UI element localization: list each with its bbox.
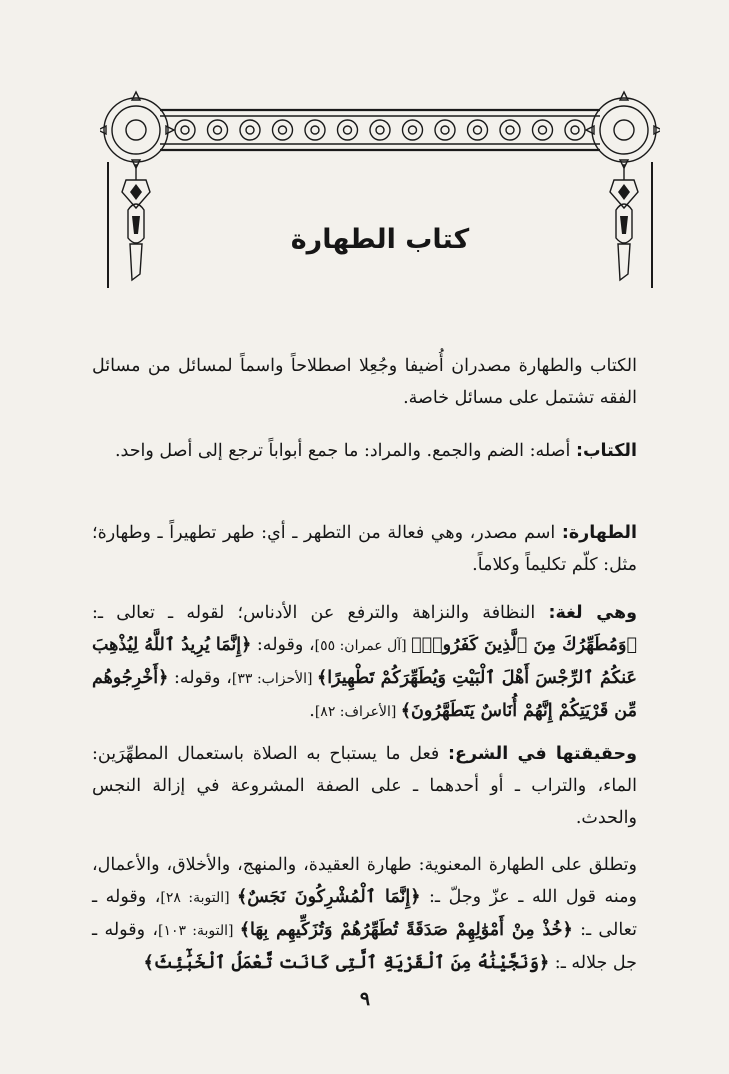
- lugha-text-c: ، وقوله:: [168, 668, 232, 688]
- lugha-text-b: ، وقوله:: [251, 635, 315, 655]
- manawi-text-a: وتطلق على الطهارة المعنوية: طهارة العقيدة، والمنهج، والأخلاق، والأعمال، ومنه قول الله ـ عزّ وجلّ ـ:: [92, 855, 637, 907]
- shar-definition: فعل ما يستباح به الصلاة باستعمال المطهِّرَين: الماء، والتراب ـ أو أحدهما ـ على الصفة المشروعة في إزالة النجس والحدث.: [92, 744, 637, 828]
- verse-reference: [الأحزاب: ٣٣]: [231, 671, 318, 687]
- lugha-text-d: .: [309, 701, 315, 721]
- verse-reference: [التوبة: ٢٨]: [160, 890, 237, 906]
- term-kitab: الكتاب:: [575, 441, 637, 461]
- lugha-text-a: النظافة والنزاهة والترفع عن الأدناس؛ لقوله ـ تعالى ـ:: [92, 603, 549, 623]
- verse-reference: [آل عمران: ٥٥]: [314, 638, 412, 654]
- chapter-title: كتاب الطهارة: [290, 224, 470, 255]
- manawi-text-b: ، وقوله ـ تعالى ـ:: [92, 887, 637, 940]
- quran-verse: ﴿إِنَّمَا يُرِيدُ ٱللَّهُ لِيُذْهِبَ عَنكُمُ ٱلرِّجْسَ أَهْلَ ٱلْبَيْتِ وَيُطَهِّرَكُمْ تَطْهِيرًا﴾: [92, 635, 637, 688]
- paragraph-kitab: [92, 435, 637, 467]
- verse-reference: [التوبة: ١٠٣]: [158, 923, 240, 939]
- paragraph-tahara: [92, 517, 637, 581]
- kitab-definition: أصله: الضم والجمع. والمراد: ما جمع أبواباً ترجع إلى أصل واحد.: [114, 441, 576, 461]
- term-shar: وحقيقتها في الشرع:: [448, 744, 638, 764]
- paragraph-shar: [92, 738, 637, 834]
- paragraph-intro: [92, 350, 637, 414]
- quran-verse: ﴿أَخْرِجُوهُم مِّن قَرْيَتِكُمْ إِنَّهُمْ أُنَاسٌ يَتَطَهَّرُونَ﴾: [92, 668, 637, 721]
- quran-verse: ﴿خُذْ مِنْ أَمْوَٰلِهِمْ صَدَقَةً تُطَهِّرُهُمْ وَتُزَكِّيهِم بِهَا﴾: [239, 920, 573, 940]
- quran-verse: ﴿وَمُطَهِّرُكَ مِنَ ٱلَّذِينَ كَفَرُوا۟﴾: [411, 635, 637, 655]
- intro-text: الكتاب والطهارة مصدران أُضيفا وجُعِلا اصطلاحاً واسماً لمسائل من مسائل الفقه تشتمل على مسائل خاصة.: [92, 356, 637, 408]
- quran-verse: ﴿وَنَجَّيْنَٰهُ مِنَ ٱلْقَرْيَةِ ٱلَّتِى كَانَت تَّعْمَلُ ٱلْخَبَٰٓئِثَ﴾: [143, 953, 550, 973]
- tahara-definition: اسم مصدر، وهي فعالة من التطهر ـ أي: طهر تطهيراً ـ وطهارة؛ مثل: كلّم تكليماً وكلاماً.: [92, 523, 637, 575]
- chapter-header-ornament: [100, 88, 660, 298]
- manawi-text-c: ، وقوله ـ جل جلاله ـ:: [92, 920, 637, 973]
- quran-verse: ﴿إِنَّمَا ٱلْمُشْرِكُونَ نَجَسٌ﴾: [236, 887, 421, 907]
- term-lugha: وهي لغة:: [548, 603, 637, 623]
- page-number: ٩: [359, 988, 371, 1010]
- term-tahara: الطهارة:: [561, 523, 637, 543]
- paragraph-lugha: [92, 597, 637, 728]
- verse-reference: [الأعراف: ٨٢]: [314, 704, 401, 720]
- paragraph-manawi: [92, 849, 637, 979]
